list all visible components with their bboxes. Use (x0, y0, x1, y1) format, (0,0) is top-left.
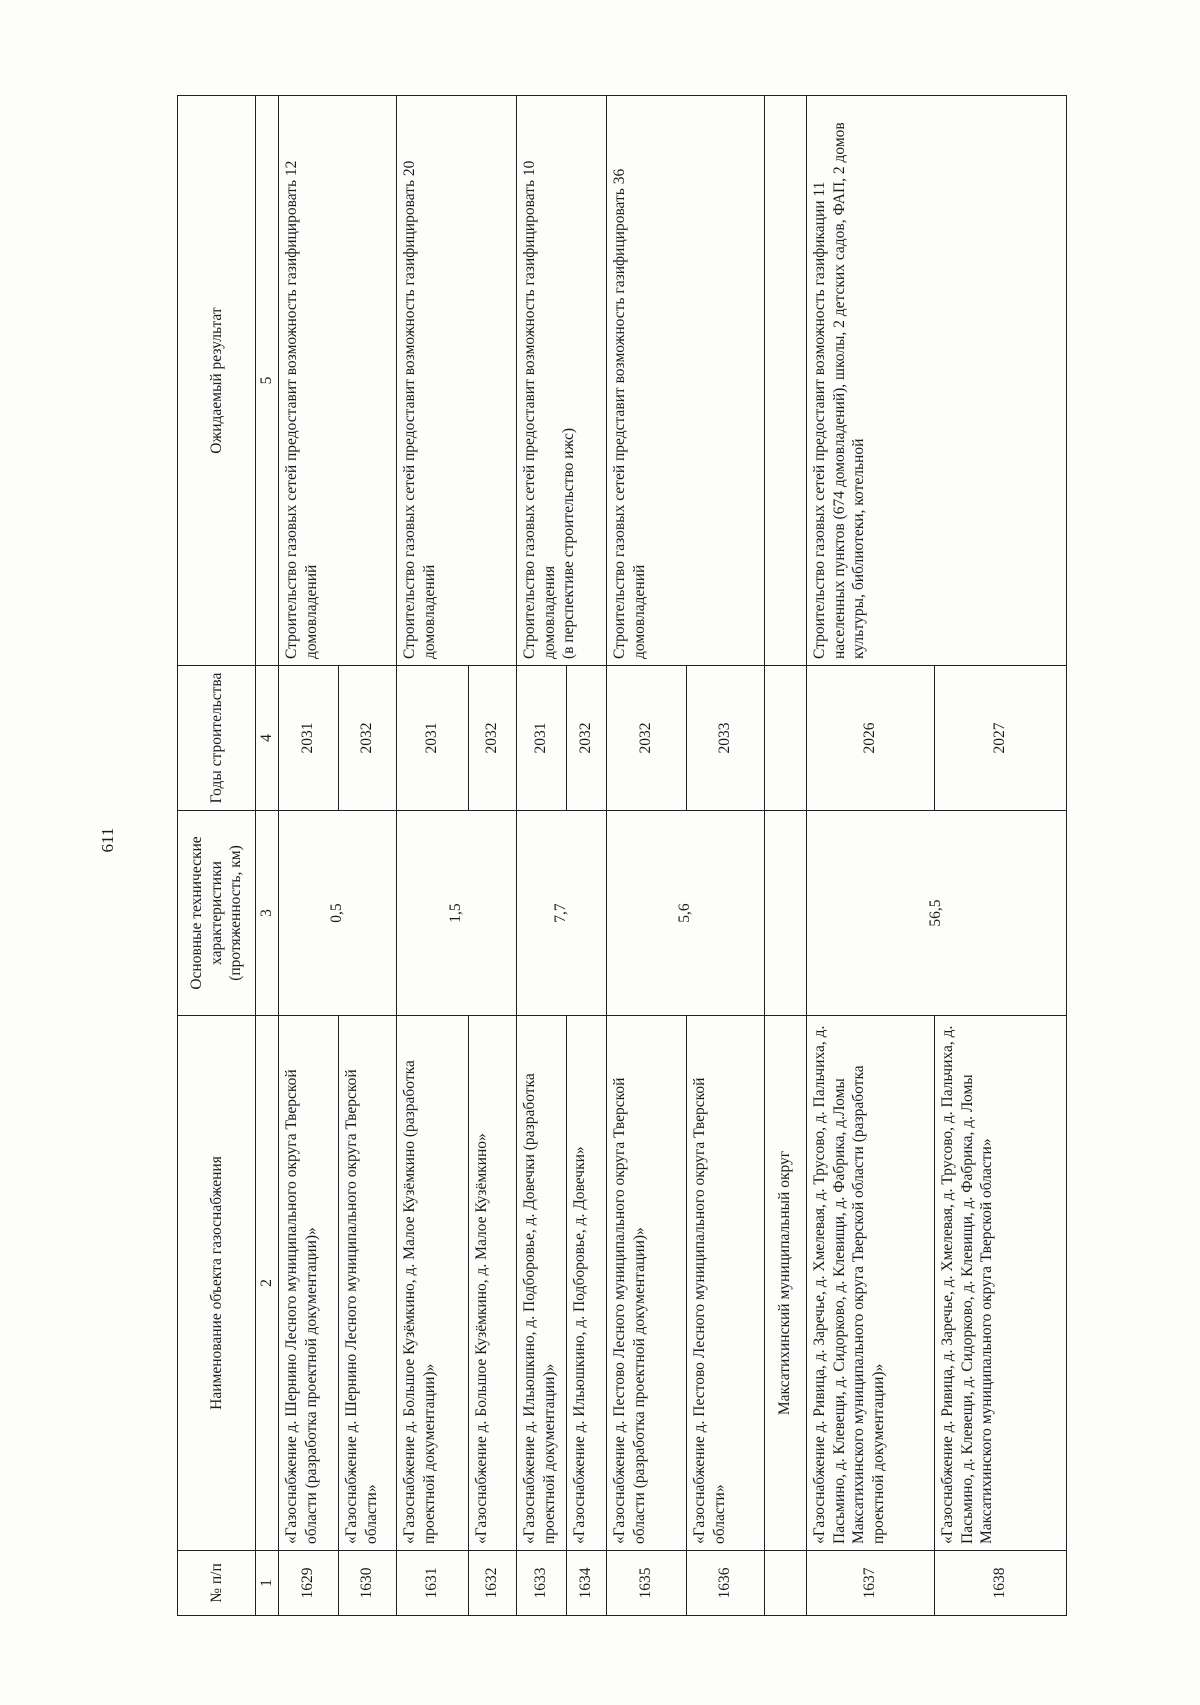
section-row (764, 96, 806, 1616)
object-name: «Газоснабжение д. Шернино Лесного муниципального округа Тверской области (разработка проектной документации)» (278, 1016, 338, 1551)
row-number: 1634 (566, 1551, 606, 1616)
result-note: (в перспективе строительство ижс) (560, 427, 578, 659)
construction-year: 2033 (686, 666, 764, 811)
object-name: «Газоснабжение д. Ривица, д. Заречье, д. Хмелевая, д. Трусово, д. Пальчиха, д. Пасьмино, д. Клевещи, д. Сидорково, д. Клевищи, д. Фабрика, д.Ломы Максатихинского муниципального округа Тверской области (разработка проектной документации)» (806, 1016, 934, 1551)
table-row (396, 96, 468, 1616)
construction-year: 2031 (396, 666, 468, 811)
object-name: «Газоснабжение д. Ривица, д. Заречье, д. Хмелевая, д. Трусово, д. Пальчиха, д. Пасьмино, д. Клевещи, д. Сидорково, д. Клевищи, д. Фабрика, д. Ломы Максатихинского муниципального округа Тверской области» (934, 1016, 1066, 1551)
row-number: 1633 (516, 1551, 566, 1616)
section-title: Максатихинский муниципальный округ (764, 1016, 806, 1551)
result-text: Строительство газовых сетей предоставит возможность газифицировать 10 домовладения (520, 160, 558, 659)
expected-result: Строительство газовых сетей предоставит возможность газифицировать 12 домовладений (278, 96, 396, 666)
column-number-row (256, 96, 279, 1616)
table-row (806, 96, 934, 1616)
length-km: 7,7 (516, 811, 606, 1016)
header-row (178, 96, 256, 1616)
expected-result: Строительство газовых сетей представит возможность газифицировать 36 домовладений (606, 96, 764, 666)
object-name: «Газоснабжение д. Пестово Лесного муниципального округа Тверской области (разработка проектной документации)» (606, 1016, 686, 1551)
object-name: «Газоснабжение д. Ильюшкино, д. Подборовье, д. Довечки» (566, 1016, 606, 1551)
object-name: «Газоснабжение д. Ильюшкино, д. Подборовье, д. Довечки (разработка проектной документации)» (516, 1016, 566, 1551)
construction-year: 2031 (516, 666, 566, 811)
col-number: 3 (256, 811, 279, 1016)
col-number: 5 (256, 96, 279, 666)
col-number: 2 (256, 1016, 279, 1551)
section-empty-cell (764, 666, 806, 811)
table-row (606, 96, 686, 1616)
construction-year: 2026 (806, 666, 934, 811)
page-number: 611 (98, 827, 117, 853)
object-name: «Газоснабжение д. Шернино Лесного муниципального округа Тверской области» (338, 1016, 396, 1551)
row-number: 1637 (806, 1551, 934, 1616)
row-number: 1629 (278, 1551, 338, 1616)
construction-year: 2032 (468, 666, 516, 811)
section-empty-cell (764, 96, 806, 666)
gas-supply-table (177, 95, 1067, 1616)
row-number: 1638 (934, 1551, 1066, 1616)
expected-result: Строительство газовых сетей предоставит возможность газификации 11 населенных пунктов (674 домовладений), школы, 2 детских садов, ФАП, 2 домов культуры, библиотеки, котельной (806, 96, 1066, 666)
col-number: 1 (256, 1551, 279, 1616)
section-empty-cell (764, 1551, 806, 1616)
header-name: Наименование объекта газоснабжения (178, 1016, 256, 1551)
table-row (516, 96, 566, 1616)
rotated-table-container (177, 96, 1065, 1616)
section-empty-cell (764, 811, 806, 1016)
row-number: 1631 (396, 1551, 468, 1616)
row-number: 1632 (468, 1551, 516, 1616)
construction-year: 2032 (338, 666, 396, 811)
header-years: Годы строительства (178, 666, 256, 811)
construction-year: 2027 (934, 666, 1066, 811)
construction-year: 2032 (566, 666, 606, 811)
length-km: 1,5 (396, 811, 516, 1016)
row-number: 1630 (338, 1551, 396, 1616)
header-length: Основные технические характеристики (протяженность, км) (178, 811, 256, 1016)
header-result: Ожидаемый результат (178, 96, 256, 666)
length-km: 5,6 (606, 811, 764, 1016)
length-km: 56,5 (806, 811, 1066, 1016)
object-name: «Газоснабжение д. Большое Кузёмкино, д. Малое Кузёмкино» (468, 1016, 516, 1551)
construction-year: 2032 (606, 666, 686, 811)
col-number: 4 (256, 666, 279, 811)
expected-result: Строительство газовых сетей предоставит возможность газифицировать 20 домовладений (396, 96, 516, 666)
row-number: 1636 (686, 1551, 764, 1616)
object-name: «Газоснабжение д. Большое Кузёмкино, д. Малое Кузёмкино (разработка проектной документации)» (396, 1016, 468, 1551)
object-name: «Газоснабжение д. Пестово Лесного муниципального округа Тверской области» (686, 1016, 764, 1551)
construction-year: 2031 (278, 666, 338, 811)
header-num: № п/п (178, 1551, 256, 1616)
expected-result (516, 96, 606, 666)
table-row (278, 96, 338, 1616)
length-km: 0,5 (278, 811, 396, 1016)
row-number: 1635 (606, 1551, 686, 1616)
